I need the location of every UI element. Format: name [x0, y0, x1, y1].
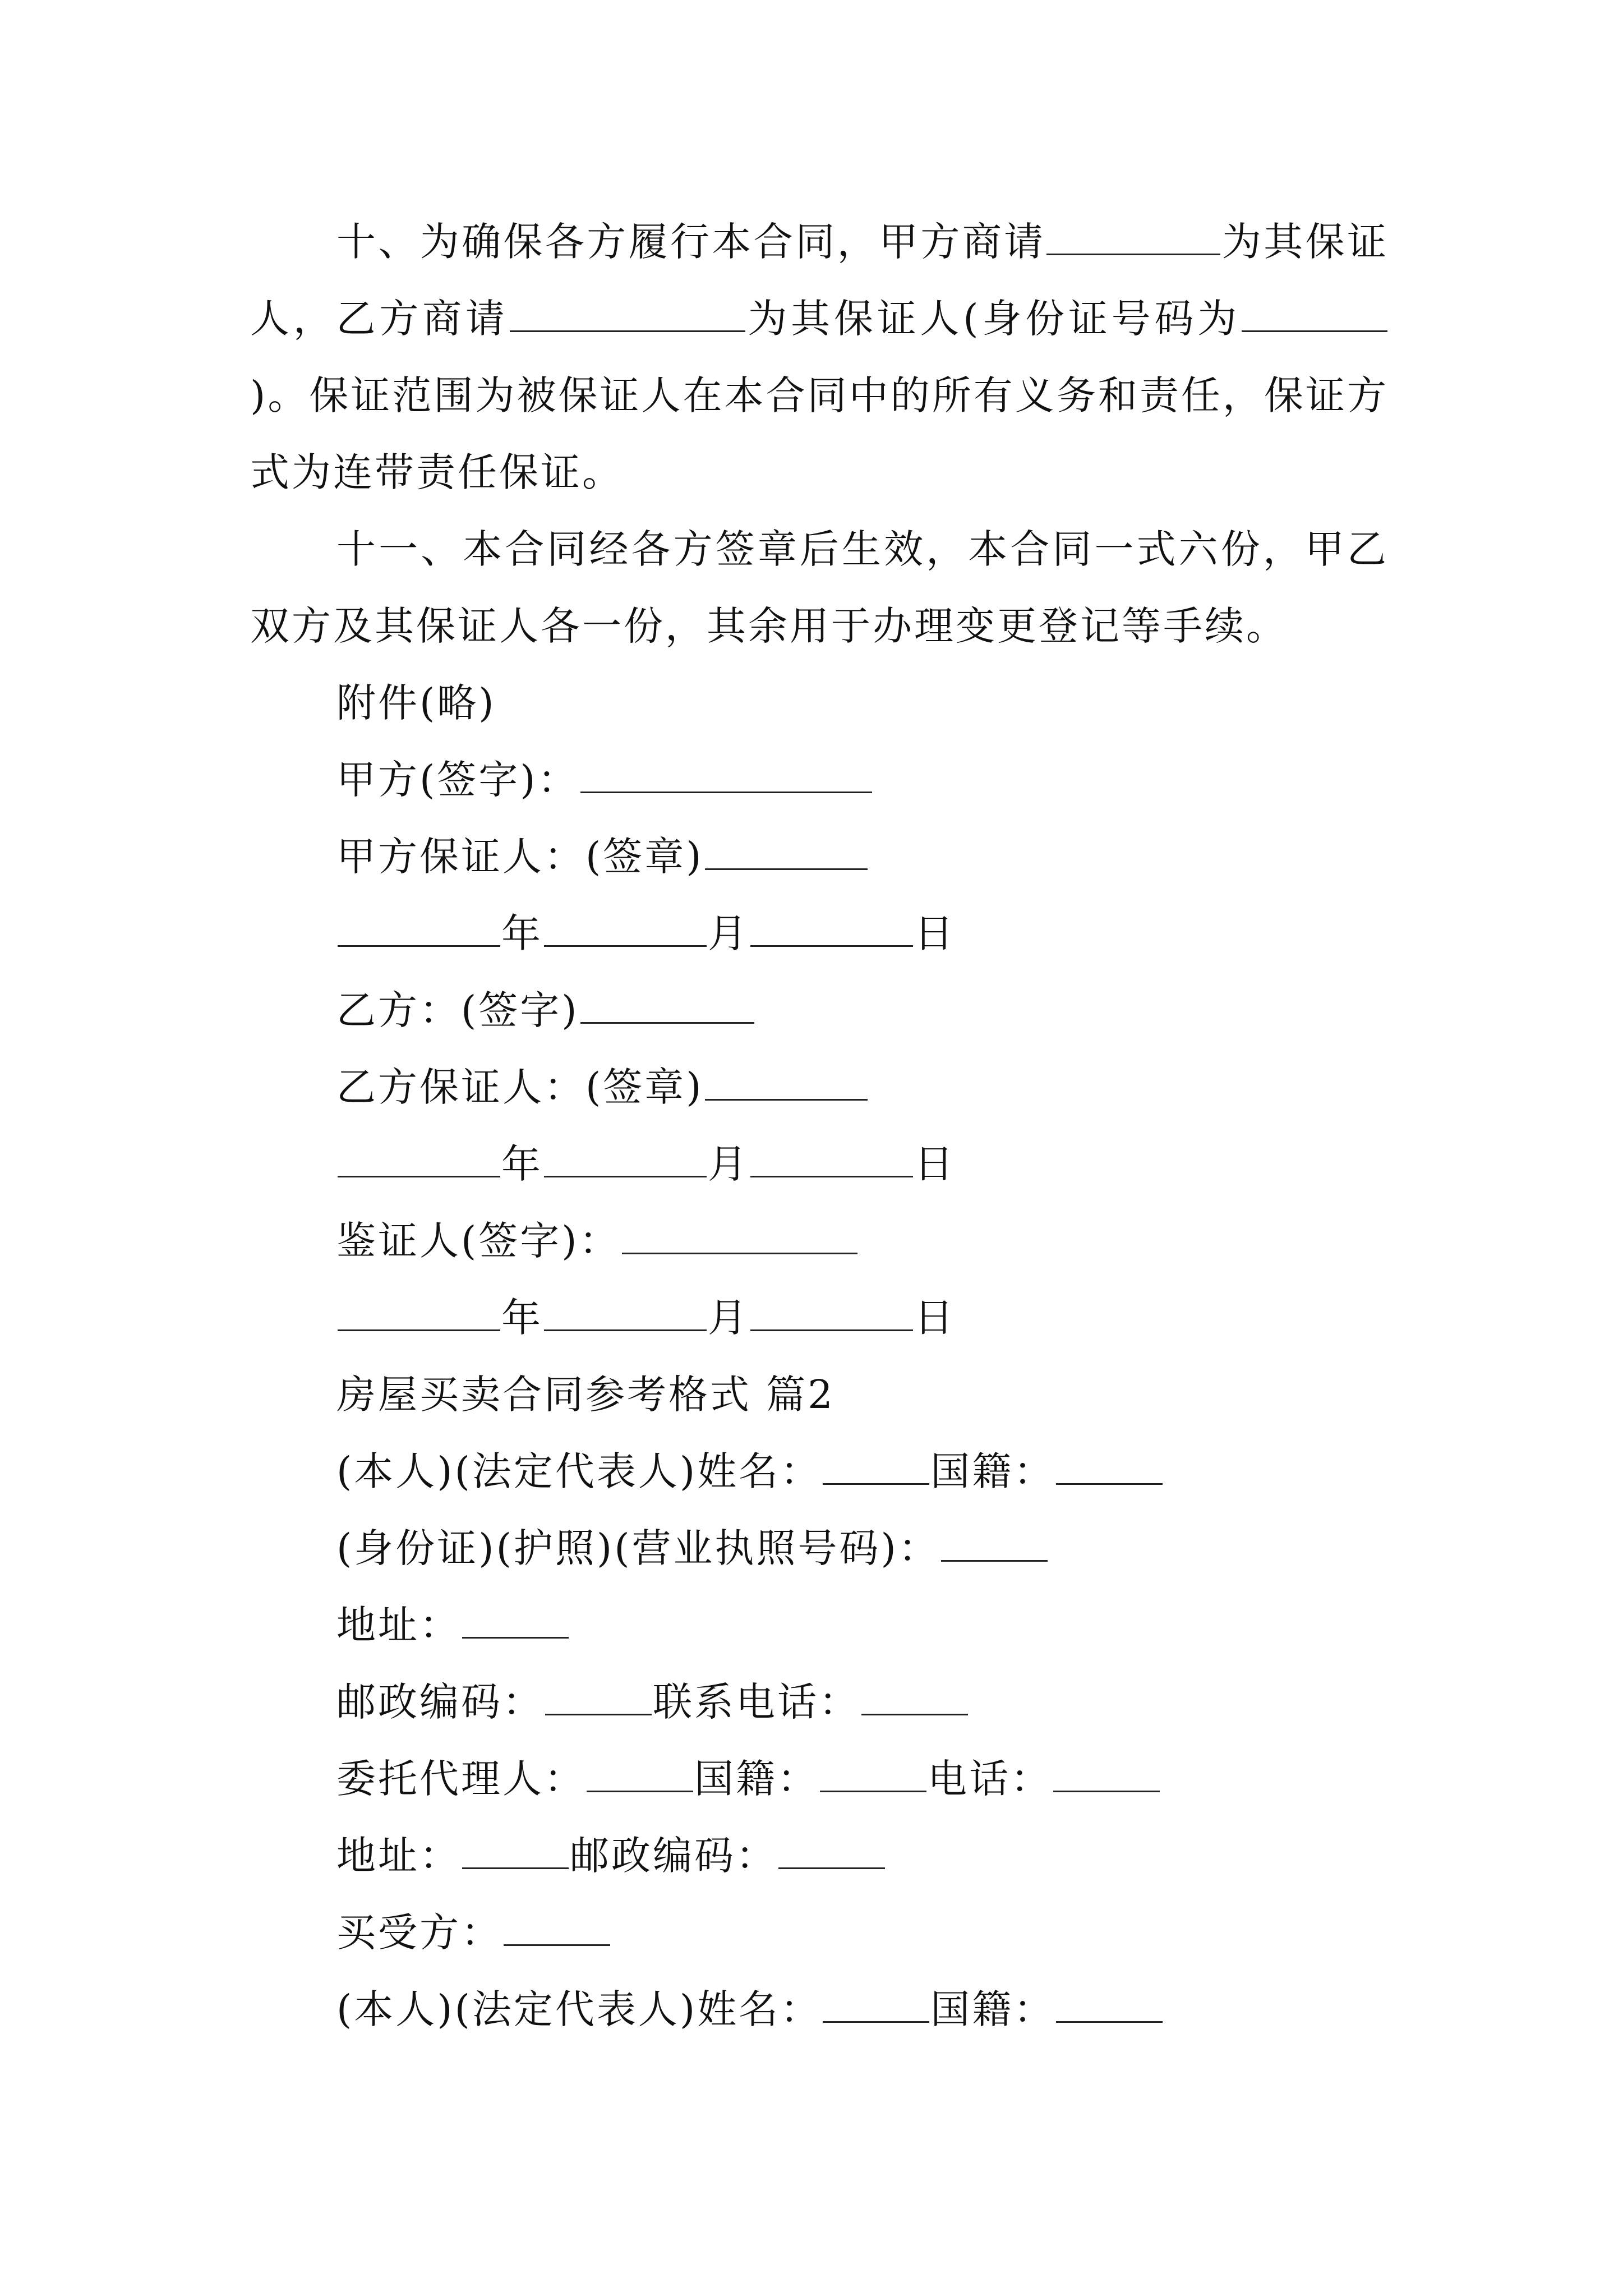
agent-postcode-blank[interactable]	[778, 1832, 885, 1869]
party-b-guarantor-label: 乙方保证人：(签章)	[336, 1064, 704, 1110]
seller-nationality-label: 国籍：	[930, 1448, 1055, 1494]
agent-phone-label: 电话：	[928, 1756, 1052, 1802]
seller-address-label: 地址：	[336, 1602, 461, 1648]
seller-address-blank[interactable]	[462, 1602, 569, 1639]
party-a-guarantor-label: 甲方保证人：(签章)	[336, 834, 704, 880]
seller-name-blank[interactable]	[823, 1448, 929, 1485]
agent-address-label: 地址：	[336, 1833, 461, 1879]
year-label: 年	[501, 1295, 543, 1341]
clause-10	[250, 204, 1389, 511]
buyer-blank[interactable]	[504, 1909, 610, 1946]
month-label: 月	[708, 1295, 749, 1341]
witness-sign-blank[interactable]	[622, 1217, 857, 1254]
clause-11: 十一、本合同经各方签章后生效，本合同一式六份，甲乙双方及其保证人各一份，其余用于办理变更登记等手续。	[250, 526, 1389, 649]
agent-name-blank[interactable]	[587, 1755, 693, 1792]
buyer-line	[250, 1894, 1389, 1971]
agent-postcode-label: 邮政编码：	[570, 1833, 777, 1879]
seller-id-blank[interactable]	[941, 1525, 1048, 1562]
seller-postcode-blank[interactable]	[545, 1678, 652, 1715]
party-b-sign-label: 乙方：(签字)	[336, 987, 579, 1033]
party-a-guarantor-line	[250, 818, 1389, 895]
seller-nationality-blank[interactable]	[1056, 1448, 1163, 1485]
party-a-sign-label: 甲方(签字)：	[336, 757, 579, 803]
buyer-name-label: (本人)(法定代表人)姓名：	[336, 1986, 822, 2032]
month-label: 月	[708, 1141, 749, 1187]
clause-10-part4: )。保证范围为被保证人在本合同中的所有义务和责任，保证方式为连带责任保证。	[250, 372, 1389, 495]
year-label: 年	[501, 910, 543, 956]
party-b-sign-blank[interactable]	[580, 987, 754, 1024]
agent-label: 委托代理人：	[336, 1756, 585, 1802]
day-blank[interactable]	[750, 1140, 913, 1177]
seller-id-line	[250, 1510, 1389, 1587]
witness-sign-label: 鉴证人(签字)：	[336, 1218, 621, 1264]
seller-name-line	[250, 1433, 1389, 1510]
month-label: 月	[708, 910, 749, 956]
agent-phone-blank[interactable]	[1053, 1755, 1160, 1792]
party-a-sign-blank[interactable]	[580, 756, 872, 793]
agent-address-line	[250, 1818, 1389, 1894]
date-line-2	[250, 1126, 1389, 1203]
day-blank[interactable]	[750, 910, 913, 947]
clause-10-part2: 为其保证人，乙方商请	[250, 219, 1389, 342]
year-blank[interactable]	[338, 1294, 500, 1331]
buyer-name-blank[interactable]	[823, 1986, 929, 2023]
day-label: 日	[914, 910, 956, 956]
agent-address-blank[interactable]	[462, 1832, 569, 1869]
month-blank[interactable]	[544, 1294, 707, 1331]
buyer-name-line	[250, 1971, 1389, 2048]
party-a-sign-line	[250, 742, 1389, 818]
clause-10-part1: 十、为确保各方履行本合同，甲方商请	[336, 219, 1046, 265]
date-line-1	[250, 895, 1389, 972]
buyer-label: 买受方：	[336, 1910, 502, 1955]
seller-postcode-label: 邮政编码：	[336, 1679, 544, 1725]
clause-10-part3: 为其保证人(身份证号码为	[746, 296, 1241, 342]
buyer-nationality-label: 国籍：	[930, 1986, 1055, 2032]
agent-nationality-blank[interactable]	[820, 1755, 926, 1792]
day-label: 日	[914, 1295, 956, 1341]
guarantor-a-blank[interactable]	[1046, 218, 1220, 255]
party-b-guarantor-line	[250, 1049, 1389, 1126]
year-label: 年	[501, 1141, 543, 1187]
date-line-3	[250, 1280, 1389, 1356]
witness-sign-line	[250, 1203, 1389, 1280]
seller-name-label: (本人)(法定代表人)姓名：	[336, 1448, 822, 1494]
document-body	[250, 204, 1389, 2048]
seller-contact-line	[250, 1664, 1389, 1741]
section-2-title: 房屋买卖合同参考格式 篇2	[336, 1372, 835, 1418]
month-blank[interactable]	[544, 1140, 707, 1177]
party-b-sign-line	[250, 972, 1389, 1049]
year-blank[interactable]	[338, 910, 500, 947]
year-blank[interactable]	[338, 1140, 500, 1177]
guarantor-b-blank[interactable]	[510, 295, 745, 332]
seller-phone-label: 联系电话：	[653, 1679, 860, 1725]
agent-line	[250, 1741, 1389, 1818]
seller-phone-blank[interactable]	[861, 1678, 968, 1715]
buyer-nationality-blank[interactable]	[1056, 1986, 1163, 2023]
seller-id-label: (身份证)(护照)(营业执照号码)：	[336, 1525, 940, 1571]
agent-nationality-label: 国籍：	[694, 1756, 819, 1802]
attachment-line: 附件(略)	[336, 680, 496, 726]
id-number-blank[interactable]	[1242, 295, 1387, 332]
month-blank[interactable]	[544, 910, 707, 947]
day-label: 日	[914, 1141, 956, 1187]
party-a-guarantor-blank[interactable]	[705, 833, 868, 870]
day-blank[interactable]	[750, 1294, 913, 1331]
seller-address-line	[250, 1587, 1389, 1664]
party-b-guarantor-blank[interactable]	[705, 1064, 868, 1101]
